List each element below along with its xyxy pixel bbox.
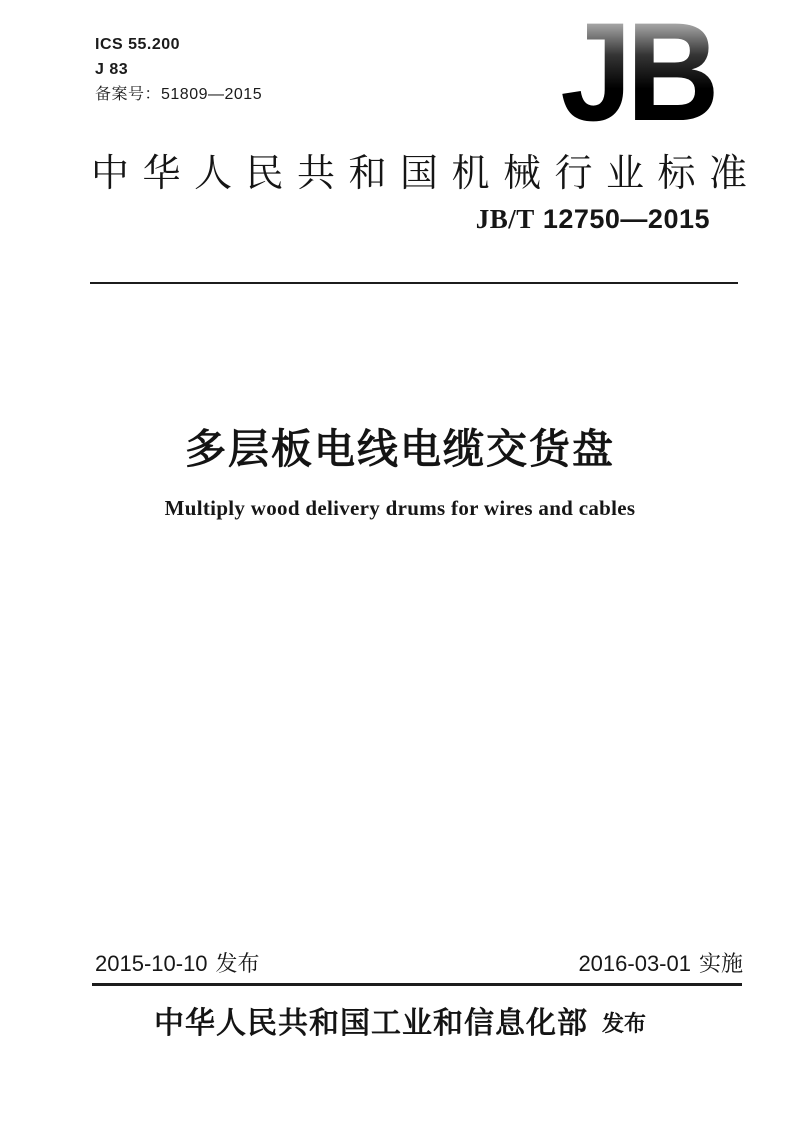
standard-code-prefix: JB/T [475, 204, 535, 234]
meta-block [95, 32, 262, 107]
classification-code: J 83 [95, 61, 129, 78]
implementation-date-label: 实施 [698, 951, 743, 976]
record-number: 备案号：51809—2015 [95, 86, 263, 103]
document-title-chinese: 多层板电线电缆交货盘 [185, 426, 615, 472]
publish-label: 发布 [601, 1011, 646, 1036]
top-divider [90, 282, 738, 284]
standard-code-number: 12750—2015 [542, 204, 710, 234]
issue-date: 2015-10-10 [95, 951, 208, 976]
issue-date-group [95, 947, 260, 978]
standard-code [476, 204, 710, 235]
issuer-name: 中华人民共和国工业和信息化部 [153, 1007, 588, 1040]
implementation-date-group [578, 947, 743, 978]
document-title-english: Multiply wood delivery drums for wires and cables [164, 496, 636, 520]
implementation-date: 2016-03-01 [578, 951, 691, 976]
issue-date-label: 发布 [215, 951, 260, 976]
issuer-line [0, 998, 800, 1042]
bottom-divider [92, 983, 742, 986]
ics-code: ICS 55.200 [95, 36, 181, 53]
dates-row [95, 947, 743, 978]
jb-standard-logo: JB [560, 0, 714, 150]
standard-category-title: 中华人民共和国机械行业标准 [91, 153, 761, 195]
